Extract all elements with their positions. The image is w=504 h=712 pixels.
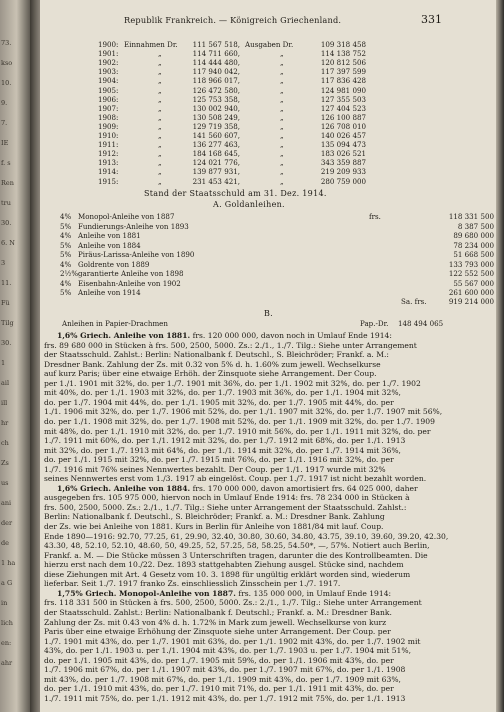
expense-value: 219 209 933 bbox=[320, 167, 366, 177]
budget-year: 1907: bbox=[98, 103, 119, 113]
left-page-edge bbox=[0, 0, 30, 712]
body-line bbox=[44, 609, 392, 617]
body-line bbox=[44, 571, 410, 579]
income-value: 114 711 660, bbox=[192, 49, 240, 59]
expense-label: „ bbox=[280, 85, 284, 95]
expense-label: „ bbox=[280, 67, 284, 77]
loan-rate: 5% bbox=[60, 221, 72, 231]
budget-year: 1903: bbox=[98, 67, 119, 77]
body-line bbox=[44, 408, 442, 416]
loan-amount: 55 567 000 bbox=[453, 278, 494, 288]
left-page-fragment: 7. bbox=[1, 119, 8, 127]
expense-value: 109 318 458 bbox=[320, 40, 366, 49]
loan-rate: 5% bbox=[60, 288, 72, 298]
income-label: „ bbox=[158, 94, 162, 104]
loan-currency: frs. bbox=[369, 212, 381, 221]
income-label: „ bbox=[158, 158, 162, 168]
body-text: do. per 1./1. 1915 mit 32%, do. per 1./7. 1915 mit 76%, do. per 1./1. 1916 mit 32%, do. per bbox=[44, 455, 394, 465]
budget-year: 1904: bbox=[98, 76, 119, 86]
loan-amount: 51 668 500 bbox=[453, 250, 494, 260]
income-label: „ bbox=[158, 49, 162, 59]
budget-year: 1911: bbox=[98, 140, 119, 150]
left-page-fragment: 6. N bbox=[1, 239, 15, 247]
body-text: frs. 500, 2500, 5000. Zs.: 2./1., 1./7. Tilg.: Siehe unter Arrangement der Staatsschuld. Zahlst.: bbox=[44, 502, 407, 512]
loan-amount: 133 793 000 bbox=[448, 259, 494, 269]
body-text: do. per 1./1. 1910 mit 43%, do. per 1./7. 1910 mit 71%, do. per 1./1. 1911 mit 43%, do. per bbox=[44, 684, 394, 694]
body-text: mit 43%, do. per 1./7. 1908 mit 67%, do. per 1./1. 1909 mit 43%, do. per 1./7. 1909 mit 63%, bbox=[44, 674, 401, 684]
left-page-fragment: 3 bbox=[1, 259, 6, 267]
loan-title: Griech. Anleihe von 1881. bbox=[77, 331, 191, 340]
income-label: „ bbox=[158, 140, 162, 150]
left-page-fragment: Zs bbox=[1, 459, 9, 467]
income-label: „ bbox=[158, 76, 162, 86]
budget-year: 1912: bbox=[98, 149, 119, 159]
body-line bbox=[44, 437, 405, 445]
loan-title: Griech. Monopol-Anleihe von 1887. bbox=[82, 588, 236, 598]
expense-label: „ bbox=[280, 140, 284, 150]
income-value: 125 753 358, bbox=[192, 94, 240, 104]
paper-loans-label: Anleihen in Papier-Drachmen bbox=[62, 319, 168, 328]
loan-amount: 118 331 500 bbox=[448, 212, 494, 221]
body-line bbox=[44, 456, 394, 464]
loan-amount: 78 234 000 bbox=[453, 240, 494, 250]
body-line bbox=[44, 380, 421, 388]
body-text: mit 40%, do. per 1./1. 1903 mit 32%, do. per 1./7. 1903 mit 36%, do. per 1./1. 1904 mit 32%, bbox=[44, 388, 401, 398]
loan-rate: 4% bbox=[60, 231, 72, 241]
income-label: „ bbox=[158, 103, 162, 113]
budget-year: 1909: bbox=[98, 121, 119, 131]
left-page-fragment: ill bbox=[1, 399, 8, 407]
expense-label: Ausgaben Dr. bbox=[245, 40, 294, 49]
left-page-fragment: hr bbox=[1, 419, 9, 427]
left-page-fragment: Ren bbox=[1, 179, 14, 187]
paper-loans-amount: 148 494 065 bbox=[398, 319, 444, 328]
left-page-fragment: lich bbox=[1, 619, 13, 627]
body-text: frs. 118 331 500 in Stücken à frs. 500, 2500, 5000. Zs.: 2./1., 1./7. Tilg.: Siehe unter Arrangement bbox=[44, 598, 422, 608]
body-line bbox=[57, 485, 418, 493]
body-text: 1./7. 1906 mit 67%, do. per 1./1. 1907 mit 43%, do. per 1./7. 1907 mit 67%, do. per 1./1. 1908 bbox=[44, 665, 406, 675]
book-gutter bbox=[30, 0, 40, 712]
body-line bbox=[44, 447, 401, 455]
body-line bbox=[44, 580, 340, 588]
expense-value: 126 100 887 bbox=[320, 112, 366, 122]
left-page-fragment: 11. bbox=[1, 279, 12, 287]
expense-value: 343 359 887 bbox=[320, 158, 366, 168]
expense-label: „ bbox=[280, 176, 284, 186]
body-line bbox=[44, 647, 411, 655]
income-label: „ bbox=[158, 121, 162, 131]
expense-label: „ bbox=[280, 49, 284, 59]
loan-name: Piräus-Larissa-Anleihe von 1890 bbox=[78, 250, 195, 260]
income-label: „ bbox=[158, 149, 162, 159]
body-text: 1,75% bbox=[57, 588, 83, 598]
body-line bbox=[44, 666, 405, 674]
left-page-fragment: ch bbox=[1, 439, 9, 447]
body-text: Paris über eine etwaige Erhöhung der Zinsquote siehe unter Arrangement. Der Coup. per bbox=[44, 627, 391, 637]
expense-value: 135 094 473 bbox=[320, 140, 366, 150]
body-text: der Staatsschuld. Zahlst.: Berlin: Nationalbank f. Deutschl., S. Bleichröder; Frankf. a. M.: bbox=[44, 350, 389, 360]
total-label: Sa. frs. bbox=[401, 297, 427, 306]
budget-year: 1914: bbox=[98, 167, 119, 177]
income-value: 117 940 042, bbox=[192, 67, 240, 77]
body-text: frs. 135 000 000, in Umlauf Ende 1914: bbox=[235, 588, 392, 598]
body-text: 1./1. 1906 mit 32%, do. per 1./7. 1906 mit 52%, do. per 1./1. 1907 mit 32%, do. per 1./7. 1907 mit 56%, bbox=[44, 407, 443, 417]
budget-year: 1915: bbox=[98, 176, 119, 186]
income-value: 130 508 249, bbox=[192, 112, 240, 122]
budget-year: 1913: bbox=[98, 158, 119, 168]
body-line bbox=[44, 533, 448, 541]
body-text: Ende 1890—1916: 92.70, 77.25, 61, 29.90, 32.40, 30.80, 30.60, 34.80, 43.75, 39.10, 39.60, 39.20, 42.30, bbox=[44, 531, 449, 541]
body-line bbox=[44, 494, 410, 502]
income-value: 141 560 607, bbox=[192, 131, 240, 140]
page-number: 331 bbox=[421, 13, 442, 26]
body-line bbox=[44, 638, 420, 646]
body-text: seines Nennwertes erst vom 1./3. 1917 ab eingelöst. Coup. per 1./7. 1917 ist nicht bezahlt worden. bbox=[44, 474, 427, 484]
loan-name: Eisenbahn-Anleihe von 1902 bbox=[78, 278, 181, 288]
body-text: lieferbar. Seit 1./7. 1917 franko Zs. einschliesslich Zinsschein per 1./7. 1917. bbox=[44, 579, 341, 589]
budget-year: 1905: bbox=[98, 85, 119, 95]
loan-name: garantierte Anleihe von 1898 bbox=[78, 269, 184, 279]
expense-label: „ bbox=[280, 131, 284, 140]
body-line bbox=[44, 628, 391, 636]
income-label: „ bbox=[158, 85, 162, 95]
body-line bbox=[44, 599, 422, 607]
income-value: 118 966 017, bbox=[192, 76, 240, 86]
body-line bbox=[44, 370, 377, 378]
body-text: auf kurz Paris; über eine etwaige Erhöh. der Zinsquote siehe Arrangement. Der Coup. bbox=[44, 369, 377, 379]
expense-value: 183 026 521 bbox=[320, 149, 366, 159]
body-line bbox=[44, 475, 426, 483]
body-text: 43.30, 48, 52.10, 52.10, 48.60, 50, 49.25, 52, 57.25, 58, 58.25, 54.50*, —, 57%. Notiert auch Berlin, bbox=[44, 541, 430, 551]
loan-name: Monopol-Anleihe von 1887 bbox=[78, 212, 175, 221]
left-page-fragment: a G bbox=[1, 579, 13, 587]
body-line bbox=[44, 342, 417, 350]
income-value: 130 002 940, bbox=[192, 103, 240, 113]
expense-value: 117 836 428 bbox=[320, 76, 366, 86]
body-line bbox=[44, 561, 404, 569]
income-label: Einnahmen Dr. bbox=[124, 40, 178, 49]
left-page-fragment: Fü bbox=[1, 299, 10, 307]
body-line bbox=[44, 428, 431, 436]
body-text: per 1./1. 1901 mit 32%, do. per 1./7. 1901 mit 36%, do. per 1./1. 1902 mit 32%, do. per 1./7. 1902 bbox=[44, 378, 421, 388]
left-page-fragment: IE bbox=[1, 139, 9, 147]
loan-name: Fundierungs-Anleihe von 1893 bbox=[78, 221, 189, 231]
income-value: 129 719 358, bbox=[192, 121, 240, 131]
expense-value: 117 397 599 bbox=[320, 67, 366, 77]
left-page-fragment: der bbox=[1, 519, 13, 527]
loan-rate: 2½% bbox=[60, 269, 79, 279]
loan-name: Anleihe von 1881 bbox=[78, 231, 141, 241]
body-line bbox=[44, 695, 405, 703]
income-label: „ bbox=[158, 67, 162, 77]
body-line bbox=[44, 418, 435, 426]
budget-year: 1906: bbox=[98, 94, 119, 104]
section-b-heading: B. bbox=[264, 309, 274, 318]
left-page-fragment: us bbox=[1, 479, 9, 487]
body-text: 43%, do. per 1./1. 1903 u. per 1./1. 1904 mit 43%, do. per 1./7. 1903 u. per 1./7. 1904 mit 51%, bbox=[44, 646, 411, 656]
expense-label: „ bbox=[280, 149, 284, 159]
expense-label: „ bbox=[280, 58, 284, 68]
income-value: 231 453 421, bbox=[192, 176, 240, 186]
income-value: 139 877 931, bbox=[192, 167, 240, 177]
budget-year: 1902: bbox=[98, 58, 119, 68]
body-text: 1,6% bbox=[57, 331, 78, 340]
expense-value: 120 812 506 bbox=[320, 58, 366, 68]
left-page-fragment: tru bbox=[1, 199, 11, 207]
body-line bbox=[44, 685, 394, 693]
body-line bbox=[44, 466, 386, 474]
left-page-fragment: 1 bbox=[1, 359, 6, 367]
expense-value: 140 026 457 bbox=[320, 131, 366, 140]
left-page-fragment: 30. bbox=[1, 219, 12, 227]
left-page-fragment: Tilg bbox=[1, 319, 14, 327]
body-text: mit 48%, do. per 1./1. 1910 mit 32%, do. per 1./7. 1910 mit 56%, do. per 1./1. 1911 mit 32%, do. per bbox=[44, 426, 431, 436]
expense-label: „ bbox=[280, 121, 284, 131]
body-text: ausgegeben frs. 105 975 000, hiervon noch in Umlauf Ende 1914: frs. 78 234 000 in Stücken à bbox=[44, 493, 410, 503]
income-label: „ bbox=[158, 176, 162, 186]
left-page-fragment: 10. bbox=[1, 79, 12, 87]
body-text: Frankf. a. M. — Die Stücke müssen 3 Unterschriften tragen, darunter die des Kontrollbeamten. Die bbox=[44, 550, 428, 560]
expense-label: „ bbox=[280, 76, 284, 86]
body-line bbox=[44, 504, 406, 512]
body-line bbox=[44, 657, 394, 665]
loan-name: Goldrente von 1889 bbox=[78, 259, 150, 269]
loan-rate: 4% bbox=[60, 259, 72, 269]
body-line bbox=[57, 332, 392, 340]
expense-value: 124 981 090 bbox=[320, 85, 366, 95]
body-text: frs. 89 680 000 in Stücken à frs. 500, 2500, 5000. Zs.: 2./1., 1./7. Tilg.: Siehe unter Arrangement bbox=[44, 340, 417, 350]
left-page-fragment: 30. bbox=[1, 339, 12, 347]
income-label: „ bbox=[158, 58, 162, 68]
loan-amount: 89 680 000 bbox=[453, 231, 494, 241]
body-line bbox=[44, 513, 385, 521]
expense-label: „ bbox=[280, 112, 284, 122]
expense-value: 127 404 523 bbox=[320, 103, 366, 113]
budget-year: 1901: bbox=[98, 49, 119, 59]
body-line bbox=[44, 399, 394, 407]
book-page bbox=[40, 0, 496, 712]
body-text: 1./7. 1911 mit 75%, do. per 1./1. 1912 mit 43%, do. per 1./7. 1912 mit 75%, do. per 1./1. 1913 bbox=[44, 693, 406, 703]
budget-year: 1900: bbox=[98, 40, 119, 49]
body-line bbox=[44, 676, 401, 684]
body-text: frs. 170 000 000, davon amortisiert frs. 64 025 000, daher bbox=[190, 483, 418, 493]
loan-amount: 122 552 500 bbox=[448, 269, 494, 279]
left-page-fragment: kso bbox=[1, 59, 13, 67]
body-text: 1./7. 1916 mit 76% seines Nennwertes bezahlt. Der Coup. per 1./1. 1917 wurde mit 32% bbox=[44, 464, 386, 474]
income-value: 126 472 580, bbox=[192, 85, 240, 95]
left-page-fragment: ahr bbox=[1, 659, 13, 667]
loan-title: Griech. Anleihe von 1884. bbox=[77, 483, 191, 493]
income-value: 114 444 480, bbox=[192, 58, 240, 68]
section-a-heading: A. Goldanleihen. bbox=[213, 200, 285, 209]
right-page-edge bbox=[496, 0, 504, 712]
running-header: Republik Frankreich. — Königreich Griechenland. bbox=[124, 15, 342, 25]
body-text: 1,6% bbox=[57, 483, 78, 493]
income-value: 184 168 645, bbox=[192, 149, 240, 159]
body-text: Dresdner Bank. Zahlung der Zs. mit 0.32 von 5% d. h. 1.60% zum jewell. Wechselkurse bbox=[44, 359, 381, 369]
left-page-fragment: 73. bbox=[1, 39, 12, 47]
expense-label: „ bbox=[280, 167, 284, 177]
body-line bbox=[44, 523, 383, 531]
income-label: „ bbox=[158, 131, 162, 140]
body-text: 1./7. 1911 mit 60%, do. per 1./1. 1912 mit 32%, do. per 1./7. 1912 mit 68%, do. per 1./1. 1913 bbox=[44, 436, 406, 446]
income-value: 136 277 463, bbox=[192, 140, 240, 150]
budget-year: 1910: bbox=[98, 131, 119, 140]
left-page-fragment: in bbox=[1, 599, 8, 607]
body-line bbox=[44, 542, 430, 550]
body-text: 1./7. 1901 mit 43%, do. per 1./7. 1901 mit 63%, do. per 1./1. 1902 mit 43%, do. per 1./7. 1902 mit bbox=[44, 636, 421, 646]
body-text: hierzu erst nach dem 10./22. Dez. 1893 stattgehabten Ziehung ausgel. Stücke sind, nachdem bbox=[44, 560, 404, 570]
budget-year: 1908: bbox=[98, 112, 119, 122]
left-page-fragment: de bbox=[1, 539, 10, 547]
body-text: mit 32%, do. per 1./7. 1913 mit 64%, do. per 1./1. 1914 mit 32%, do. per 1./7. 1914 mit 36%, bbox=[44, 445, 401, 455]
body-text: frs. 120 000 000, davon noch in Umlauf Ende 1914: bbox=[190, 331, 392, 340]
left-page-fragment: en: bbox=[1, 639, 12, 647]
loan-name: Anleihe von 1884 bbox=[78, 240, 141, 250]
loan-rate: 5% bbox=[60, 250, 72, 260]
expense-value: 127 355 503 bbox=[320, 94, 366, 104]
loan-rate: 4% bbox=[60, 212, 72, 221]
body-line bbox=[57, 590, 391, 598]
left-page-fragment: 9. bbox=[1, 99, 8, 107]
income-value: 124 021 776, bbox=[192, 158, 240, 168]
body-text: do. per 1./7. 1904 mit 44%, do. per 1./1. 1905 mit 32%, do. per 1./7. 1905 mit 44%, do. per bbox=[44, 397, 394, 407]
expense-value: 114 138 752 bbox=[320, 49, 366, 59]
expense-value: 126 708 010 bbox=[320, 121, 366, 131]
expense-value: 280 759 000 bbox=[320, 176, 366, 186]
debt-heading: Stand der Staatsschuld am 31. Dez. 1914. bbox=[144, 189, 327, 198]
total-amount: 919 214 000 bbox=[448, 297, 494, 306]
body-line bbox=[44, 361, 381, 369]
left-page-fragment: ail bbox=[1, 379, 10, 387]
body-line bbox=[44, 619, 386, 627]
body-line bbox=[44, 552, 428, 560]
loan-name: Anleihe von 1914 bbox=[78, 288, 141, 298]
body-text: der Staatsschuld. Zahlst.: Berlin: Nationalbank f. Deutschl.; Frankf. a. M.: Dresdner Bank. bbox=[44, 607, 392, 617]
loan-amount: 261 600 000 bbox=[448, 288, 494, 298]
body-text: Berlin: Nationalbank f. Deutschl., S. Bleichröder; Frankf. a. M.: Dresdner Bank. Zahlung bbox=[44, 512, 385, 522]
left-page-fragment: ani bbox=[1, 499, 12, 507]
body-text: diese Ziehungen mit Art. 4 Gesetz vom 10. 3. 1898 für ungültig erklärt worden sind, wiederum bbox=[44, 569, 411, 579]
income-value: 111 567 518, bbox=[192, 40, 240, 49]
body-text: der Zs. wie bei Anleihe von 1881. Kurs in Berlin für Anleihe von 1881/84 mit lauf. Coup. bbox=[44, 522, 384, 531]
body-line bbox=[44, 389, 401, 397]
body-text: do. per 1./1. 1905 mit 43%, do. per 1./7. 1905 mit 59%, do. per 1./1. 1906 mit 43%, do. per bbox=[44, 655, 394, 665]
expense-label: „ bbox=[280, 158, 284, 168]
income-label: „ bbox=[158, 112, 162, 122]
loan-amount: 8 387 500 bbox=[457, 221, 494, 231]
body-line bbox=[44, 351, 389, 359]
body-text: Zahlung der Zs. mit 0.43 von 4% d. h. 1.72% in Mark zum jewell. Wechselkurse von kurz bbox=[44, 617, 387, 627]
expense-label: „ bbox=[280, 103, 284, 113]
loan-rate: 4% bbox=[60, 278, 72, 288]
income-label: „ bbox=[158, 167, 162, 177]
expense-label: „ bbox=[280, 94, 284, 104]
paper-loans-currency: Pap.-Dr. bbox=[360, 319, 389, 328]
loan-rate: 5% bbox=[60, 240, 72, 250]
body-text: do. per 1./1. 1908 mit 32%, do. per 1./7. 1908 mit 52%, do. per 1./1. 1909 mit 32%, do. per 1./7. 1909 bbox=[44, 416, 435, 426]
left-page-fragment: 1 ha bbox=[1, 559, 16, 567]
left-page-fragment: f. s bbox=[1, 159, 11, 167]
